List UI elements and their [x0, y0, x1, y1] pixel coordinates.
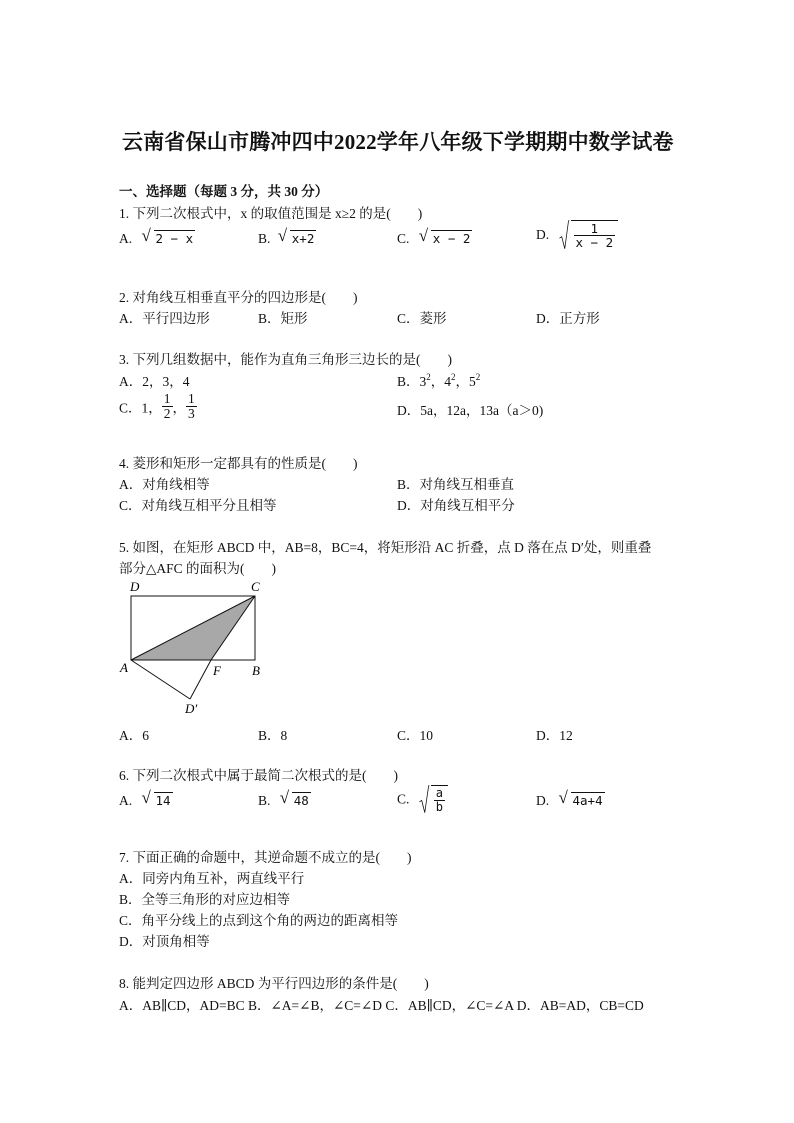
question-8-stem: 8. 能判定四边形 ABCD 为平行四边形的条件是( ) [119, 976, 429, 991]
sqrt-expression: √ 2 − x [141, 226, 194, 246]
q1-option-d [536, 220, 618, 250]
label-f: F [213, 663, 221, 678]
q1-option-a [119, 226, 195, 247]
q5-option-d: D．12 [536, 728, 573, 743]
option-label: A. [119, 231, 133, 246]
q6-option-d: D. √ 4a+4 [536, 788, 603, 808]
shaded-triangle-afc [131, 596, 255, 660]
q2-option-a: A．平行四边形 [119, 311, 210, 326]
q2-option-b: B．矩形 [258, 311, 308, 326]
question-3-stem: 3. 下列几组数据中，能作为直角三角形三边长的是( ) [119, 352, 452, 367]
sqrt-expression: √ x+2 [277, 226, 315, 246]
page-title: 云南省保山市腾冲四中2022学年八年级下学期期中数学试卷 [122, 130, 674, 154]
question-1-stem: 1. 下列二次根式中，x 的取值范围是 x≥2 的是( ) [119, 206, 423, 221]
q4-option-a: A．对角线相等 [119, 477, 210, 492]
q3-option-b: B．$3^2$，$4^2$，$5^2$ [397, 372, 481, 389]
q4-option-c: C．对角线互相平分且相等 [119, 498, 277, 513]
q3-option-c: C．1， $\frac{1}{2}$ ， $\frac{1}{3}$ [119, 391, 195, 422]
sqrt-fraction-expression: $\frac{1}{x - 2}$ [557, 220, 619, 250]
question-2-stem: 2. 对角线互相垂直平分的四边形是( ) [119, 290, 358, 305]
label-d-prime: D′ [185, 701, 198, 716]
label-a: A [120, 660, 128, 675]
q4-option-b: B．对角线互相垂直 [397, 477, 515, 492]
q2-option-d: D．正方形 [536, 311, 600, 326]
q7-option-c: C．角平分线上的点到这个角的两边的距离相等 [119, 913, 399, 928]
option-label: C. [397, 231, 410, 246]
option-label: D. [536, 227, 550, 243]
question-7-stem: 7. 下面正确的命题中，其逆命题不成立的是( ) [119, 850, 412, 865]
q3-option-d: D．5a，12a，13a（a＞0) [397, 403, 544, 418]
fraction: $\frac{1}{3}$ [188, 391, 195, 422]
q1-option-b [258, 226, 316, 247]
q5-option-b: B．8 [258, 728, 288, 743]
section-heading: 一、选择题（每题 3 分，共 30 分） [119, 184, 329, 199]
q2-option-c: C．菱形 [397, 311, 447, 326]
q7-option-a: A．同旁内角互补，两直线平行 [119, 871, 305, 886]
q5-option-a: A．6 [119, 728, 149, 743]
q8-options: A．AB∥CD，AD=BC B．∠A=∠B，∠C=∠D C．AB∥CD，∠C=∠A D．AB=AD，CB=CD [119, 998, 644, 1013]
q1-option-c [397, 226, 472, 247]
question-4-stem: 4. 菱形和矩形一定都具有的性质是( ) [119, 456, 358, 471]
q4-option-d: D．对角线互相平分 [397, 498, 515, 513]
q3-option-a: A．2，3，4 [119, 374, 190, 389]
q6-option-b: B. √ 48 [258, 788, 309, 808]
sqrt-expression: √ 14 [141, 788, 171, 808]
q7-option-b: B．全等三角形的对应边相等 [119, 892, 291, 907]
q7-option-d: D．对顶角相等 [119, 934, 210, 949]
question-5-stem-cont: 部分△AFC 的面积为( ) [119, 561, 277, 576]
label-d: D [130, 579, 140, 594]
q6-option-c: C. $\frac{a}{b}$ [397, 785, 448, 814]
label-b: B [252, 663, 260, 678]
q6-option-a: A. √ 14 [119, 788, 171, 808]
question-5-stem: 5. 如图，在矩形 ABCD 中，AB=8，BC=4，将矩形沿 AC 折叠，点 D 落在点 D′处，则重叠 [119, 540, 652, 555]
q5-option-c: C．10 [397, 728, 434, 743]
option-label: B. [258, 231, 271, 246]
fraction: $\frac{1}{2}$ [163, 391, 171, 422]
label-c: C [251, 579, 260, 594]
sqrt-fraction-expression: $\frac{a}{b}$ [417, 785, 448, 814]
sqrt-expression: √ 48 [279, 788, 309, 808]
question-6-stem: 6. 下列二次根式中属于最简二次根式的是( ) [119, 768, 398, 783]
sqrt-expression: √ x − 2 [418, 226, 471, 246]
sqrt-expression: √ 4a+4 [558, 788, 603, 808]
geometry-figure [115, 578, 275, 718]
